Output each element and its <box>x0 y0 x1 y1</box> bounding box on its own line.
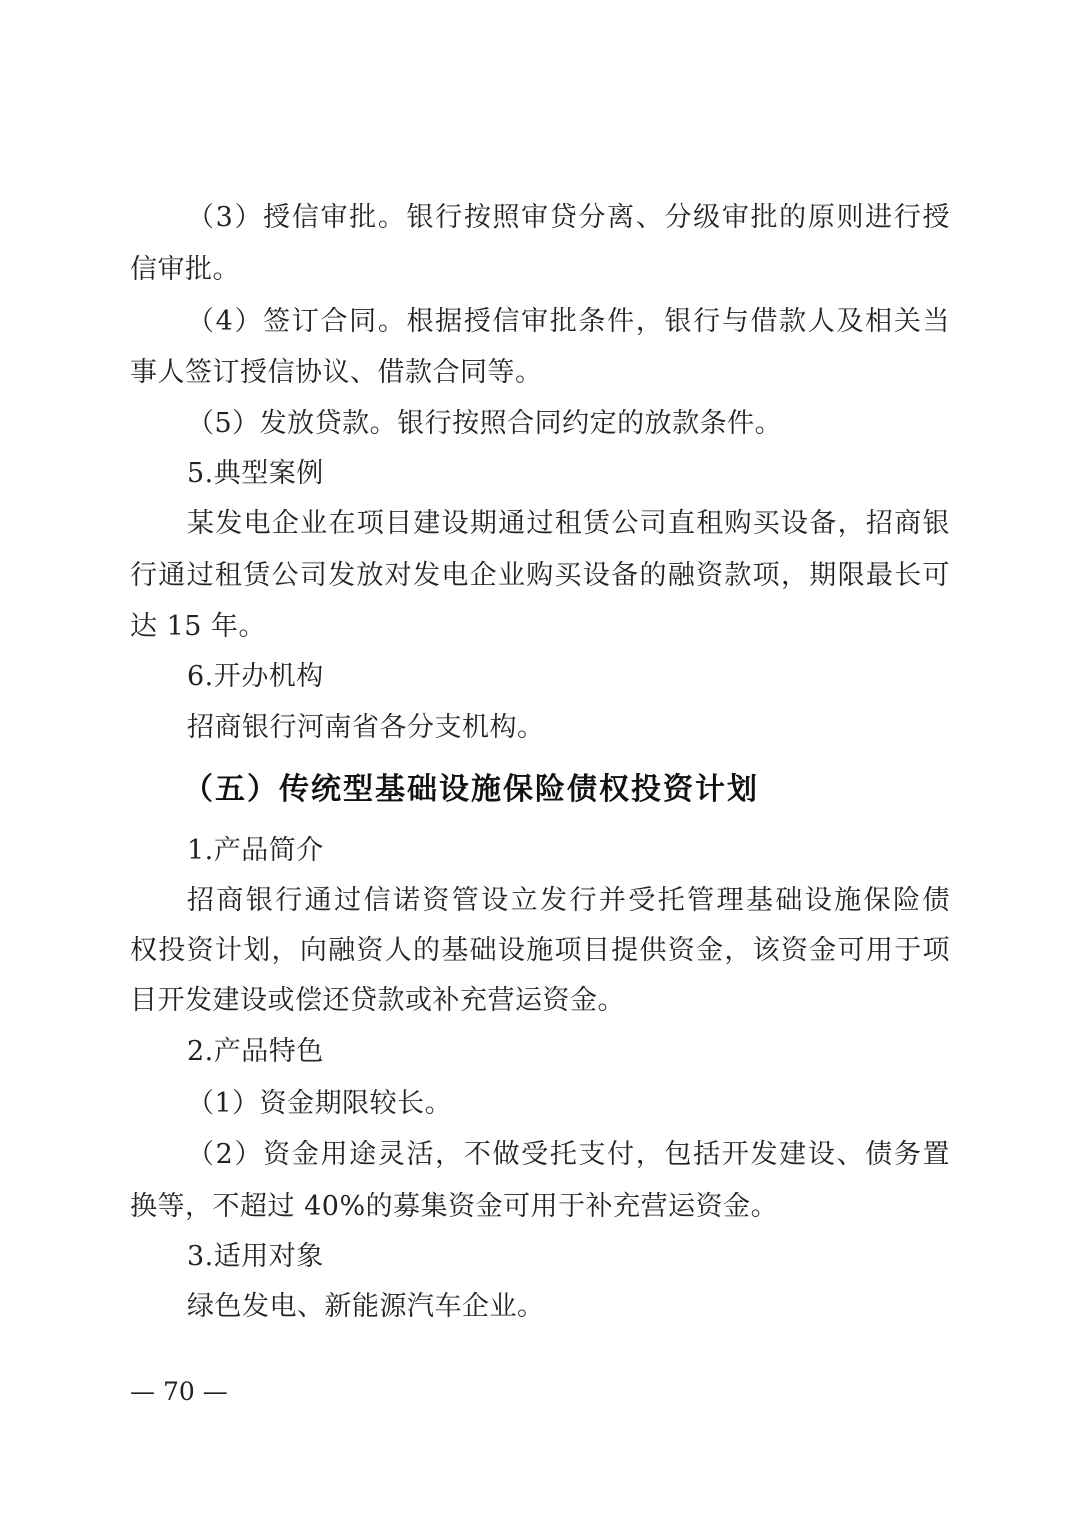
section-subheading: 6.开办机构 <box>187 661 324 692</box>
text-line: 招商银行通过信诺资管设立发行并受托管理基础设施保险债 <box>187 885 950 916</box>
text-line: 某发电企业在项目建设期通过租赁公司直租购买设备，招商银 <box>187 508 950 539</box>
page-number: — 70 — <box>130 1377 228 1406</box>
text-line: （2）资金用途灵活，不做受托支付，包括开发建设、债务置 <box>187 1139 950 1170</box>
text-line: 权投资计划，向融资人的基础设施项目提供资金，该资金可用于项 <box>130 935 950 966</box>
text-line: 行通过租赁公司发放对发电企业购买设备的融资款项，期限最长可 <box>130 560 950 591</box>
section-subheading: 1.产品简介 <box>187 835 324 866</box>
text-line: （3）授信审批。银行按照审贷分离、分级审批的原则进行授 <box>187 202 950 233</box>
text-line: 目开发建设或偿还贷款或补充营运资金。 <box>130 985 625 1016</box>
text-line: 绿色发电、新能源汽车企业。 <box>187 1291 545 1322</box>
text-line: 达 15 年。 <box>130 611 267 642</box>
text-line: 招商银行河南省各分支机构。 <box>187 712 545 743</box>
text-line: 信审批。 <box>130 254 240 285</box>
text-line: （4）签订合同。根据授信审批条件，银行与借款人及相关当 <box>187 306 950 337</box>
text-line: 换等，不超过 40%的募集资金可用于补充营运资金。 <box>130 1191 779 1222</box>
text-line: （1）资金期限较长。 <box>187 1088 453 1119</box>
text-line: （5）发放贷款。银行按照合同约定的放款条件。 <box>187 408 783 439</box>
section-subheading: 3.适用对象 <box>187 1241 324 1272</box>
section-heading: （五）传统型基础设施保险债权投资计划 <box>183 772 759 807</box>
section-subheading: 2.产品特色 <box>187 1036 324 1067</box>
section-subheading: 5.典型案例 <box>187 458 324 489</box>
text-line: 事人签订授信协议、借款合同等。 <box>130 357 543 388</box>
